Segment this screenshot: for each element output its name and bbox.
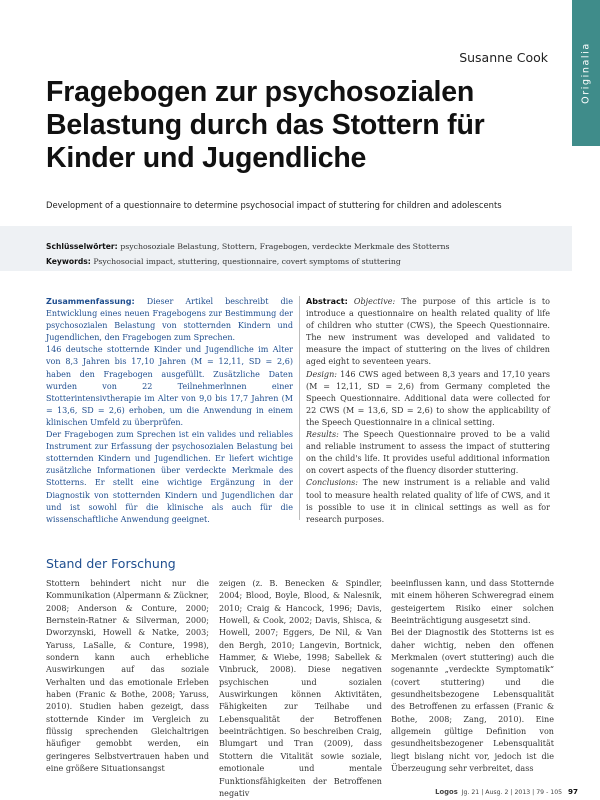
body-column-2	[219, 578, 382, 800]
keywords-english-label: Keywords:	[46, 257, 91, 266]
body-column-3	[391, 578, 554, 776]
title-line-3: Kinder und Jugendliche	[46, 142, 367, 174]
keywords-english	[46, 257, 566, 266]
keywords-german	[46, 242, 566, 251]
abstract-divider	[299, 296, 300, 520]
abstract-german-label: Zusammenfassung:	[46, 297, 135, 306]
author-name: Susanne Cook	[459, 50, 548, 65]
abstract-english	[306, 296, 550, 526]
body-column-3-p2: Bei der Diagnostik des Stotterns ist es daher wichtig, neben den offenen Merkmalen (overt stuttering) auch die sogenannte „verdeckte Symptomatik“ (covert stuttering) und die gesundheitsbezogene Lebensqualität des Betroffenen zu erfassen (Franic & Bothe, 2008; Zang, 2010). Eine allgemein gültige Definition von gesundheitsbezogener Lebensqualität liegt bislang nicht vor, jedoch ist die Überzeugung sehr verbreitet, dass	[391, 628, 554, 774]
english-subtitle: Development of a questionnaire to determine psychosocial impact of stuttering for children and adolescents	[46, 200, 502, 210]
objective-label: Objective:	[353, 297, 396, 306]
results-text: The Speech Questionnaire proved to be a valid and reliable instrument to assess the impact of stuttering on the child's life. It provides useful additional information on covert aspects of the fluency disorder stuttering.	[306, 430, 550, 476]
design-text: 146 CWS aged between 8,3 years and 17,10 years (M = 12,11, SD = 2,6) from Germany completed the Speech Questionnaire. Additional data were collected for 22 CWS (M = 13,6, SD = 2,6) to show the applicability of the Speech Questionnaire in a clinical setting.	[306, 369, 551, 427]
keywords-german-text: psychosoziale Belastung, Stottern, Fragebogen, verdeckte Merkmale des Stotterns	[120, 242, 450, 251]
conclusions-label: Conclusions:	[306, 478, 359, 488]
abstract-english-label: Abstract:	[306, 297, 348, 306]
keywords-german-label: Schlüsselwörter:	[46, 242, 118, 251]
section-heading: Stand der Forschung	[46, 556, 176, 571]
body-column-2-text: zeigen (z. B. Benecken & Spindler, 2004; Blood, Boyle, Blood, & Nalesnik, 2010; Craig & Hancock, 1996; Davis, Howell, & Cook, 2002; Davis, Shisca, & Howell, 2007; Eggers, De Nil, & Van den Bergh, 2010; Langevin, Bortnick, Hammer, & Wiebe, 1998; Sabellek & Vinbruck, 2008). Diese negativen psychischen und sozialen Auswirkungen können Aktivitäten, Fähigkeiten zur Teilhabe und Lebensqualität der Betroffenen beeinträchtigen. So beschreiben Craig, Blumgart und Tran (2009), dass Stottern die Vitalität sowie soziale, emotionale und mentale Funktionsfähigkeiten der Betroffenen negativ	[219, 579, 382, 798]
section-tab	[572, 0, 600, 146]
body-column-1-text: Stottern behindert nicht nur die Kommunikation (Alpermann & Zückner, 2008; Anderson & Conture, 2000; Bernstein-Ratner & Silverman, 2000; Dworzynski, Howell & Natke, 2003; Yaruss, LaSalle, & Conture, 1998), sondern kann auch erhebliche Auswirkungen auf das soziale Verhalten und das emotionale Erleben haben (Franic & Bothe, 2008; Yaruss, 2010). Studien haben gezeigt, dass stotternde Kinder im Vergleich zu flüssig sprechenden Gleichaltrigen häufiger gemobbt werden, ein geringeres Selbstvertrauen haben und eine größere Situationsangst	[46, 579, 209, 774]
issue-details: Jg. 21 | Ausg. 2 | 2013 | 79 - 105	[461, 789, 563, 796]
objective-text: The purpose of this article is to introduce a questionnaire on health related quality of life of children who stutter (CWS), the Speech Questionnaire. The new instrument was developed and validated to measure the impact of stuttering on the lives of children aged eight to seventeen years.	[306, 297, 551, 367]
keywords-english-text: Psychosocial impact, stuttering, questionnaire, covert symptoms of stuttering	[93, 257, 401, 266]
abstract-german	[46, 296, 293, 526]
abstract-german-p2: 146 deutsche stotternde Kinder und Jugendliche im Alter von 8,3 Jahren bis 17,10 Jahren (M = 12,11, SD = 2,6) haben den Fragebogen ausgefüllt. Zusätzliche Daten wurden von 22 Teilnehmerlnnen einer Stotterintensivtherapie im Alter von 9,0 bis 17,7 Jahren (M = 13,6, SD = 2,6) erhoben, um die Anwendung in einem klinischen Umfeld zu überprüfen.	[46, 345, 293, 427]
article-title	[46, 76, 566, 175]
results-label: Results:	[306, 430, 339, 440]
body-column-1	[46, 578, 209, 776]
abstract-german-p1: Dieser Artikel beschreibt die Entwicklung eines neuen Fragebogens zur Bestimmung der psychosozialen Belastung von stotternden Kindern und Jugendlichen, den Fragebogen zum Sprechen.	[46, 297, 293, 343]
page-footer	[435, 787, 578, 796]
page-number: 97	[567, 787, 578, 796]
title-line-1: Fragebogen zur psychosozialen	[46, 76, 475, 108]
conclusions-text: The new instrument is a reliable and valid tool to measure health related quality of life of CWS, and it is possible to use it in clinical settings as well as for research purposes.	[306, 478, 550, 524]
body-column-3-p1: beeinflussen kann, und dass Stotternde mit einem höheren Schweregrad einem gesteigertem Risiko einer solchen Beeinträchtigung ausgesetzt sind.	[391, 579, 554, 626]
design-label: Design:	[306, 369, 337, 379]
abstract-german-p3: Der Fragebogen zum Sprechen ist ein valides und reliables Instrument zur Erfassung der psychosozialen Belastung bei stotternden Kindern und Jugendlichen. Er liefert wichtige zusätzliche Informationen über verdeckte Merkmale des Stotterns. Er stellt eine wichtige Ergänzung in der Diagnostik von stotternden Kindern und Jugendlichen dar und ist sowohl für die klinische als auch für die wissenschaftliche Anwendung geeignet.	[46, 430, 293, 524]
title-line-2: Belastung durch das Stottern für	[46, 109, 485, 141]
journal-name: Logos	[435, 788, 458, 796]
section-tab-label: Originalia	[580, 42, 592, 104]
